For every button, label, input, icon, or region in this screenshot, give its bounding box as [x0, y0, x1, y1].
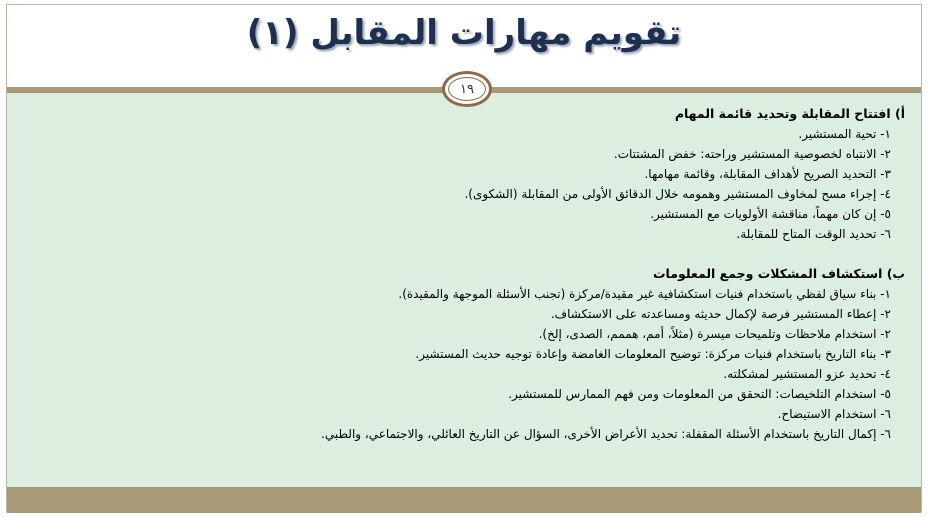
slide-number-badge: [442, 71, 492, 107]
list-item: ٦- تحديد الوقت المتاح للمقابلة.: [736, 227, 891, 241]
section-b-heading: ب) استكشاف المشكلات وجمع المعلومات: [652, 266, 905, 281]
footer-band: [7, 487, 921, 513]
list-item: ٥- إن كان مهماً، مناقشة الأولويات مع المستشير.: [650, 207, 891, 221]
list-item: ٤- تحديد عزو المستشير لمشكلته.: [723, 367, 891, 381]
list-item: ١- بناء سياق لفظي باستخدام فنيات استكشافية غير مقيدة/مركزة (تجنب الأسئلة الموجهة والمقيدة).: [398, 287, 891, 301]
list-item: ٦- استخدام الاستيضاح.: [777, 407, 891, 421]
list-item: ٣- بناء التاريخ باستخدام فنيات مركزة: توضيح المعلومات الغامضة وإعادة توجيه حديث المستشير.: [415, 347, 891, 361]
slide-title: تقويم مهارات المقابل (١): [246, 13, 682, 53]
list-item: ٢- إعطاء المستشير فرصة لإكمال حديثه ومساعدته على الاستكشاف.: [550, 307, 891, 321]
list-item: ٢- استخدام ملاحظات وتلميحات ميسرة (مثلاً، أمم، هممم، الصدى، إلخ).: [538, 327, 891, 341]
slide-number: ١٩: [460, 81, 474, 97]
list-item: ٤- إجراء مسح لمخاوف المستشير وهمومه خلال الدقائق الأولى من المقابلة (الشكوى).: [464, 187, 891, 201]
list-item: ٣- التحديد الصريح لأهداف المقابلة، وقائمة مهامها.: [644, 167, 891, 181]
slide-body: [45, 104, 905, 444]
list-item: ١- تحية المستشير.: [798, 127, 891, 141]
list-item: ٥- استخدام التلخيصات: التحقق من المعلومات ومن فهم الممارس للمستشير.: [508, 387, 891, 401]
list-item: ٦- إكمال التاريخ باستخدام الأسئلة المقفلة: تحديد الأعراض الأخرى، السؤال عن التاريخ العائلي، والاجتماعي، والطبي.: [321, 427, 891, 441]
section-a-heading: أ) افتتاح المقابلة وتحديد قائمة المهام: [674, 106, 905, 121]
list-item: ٢- الانتباه لخصوصية المستشير وراحته: خفض المشتتات.: [613, 147, 891, 161]
